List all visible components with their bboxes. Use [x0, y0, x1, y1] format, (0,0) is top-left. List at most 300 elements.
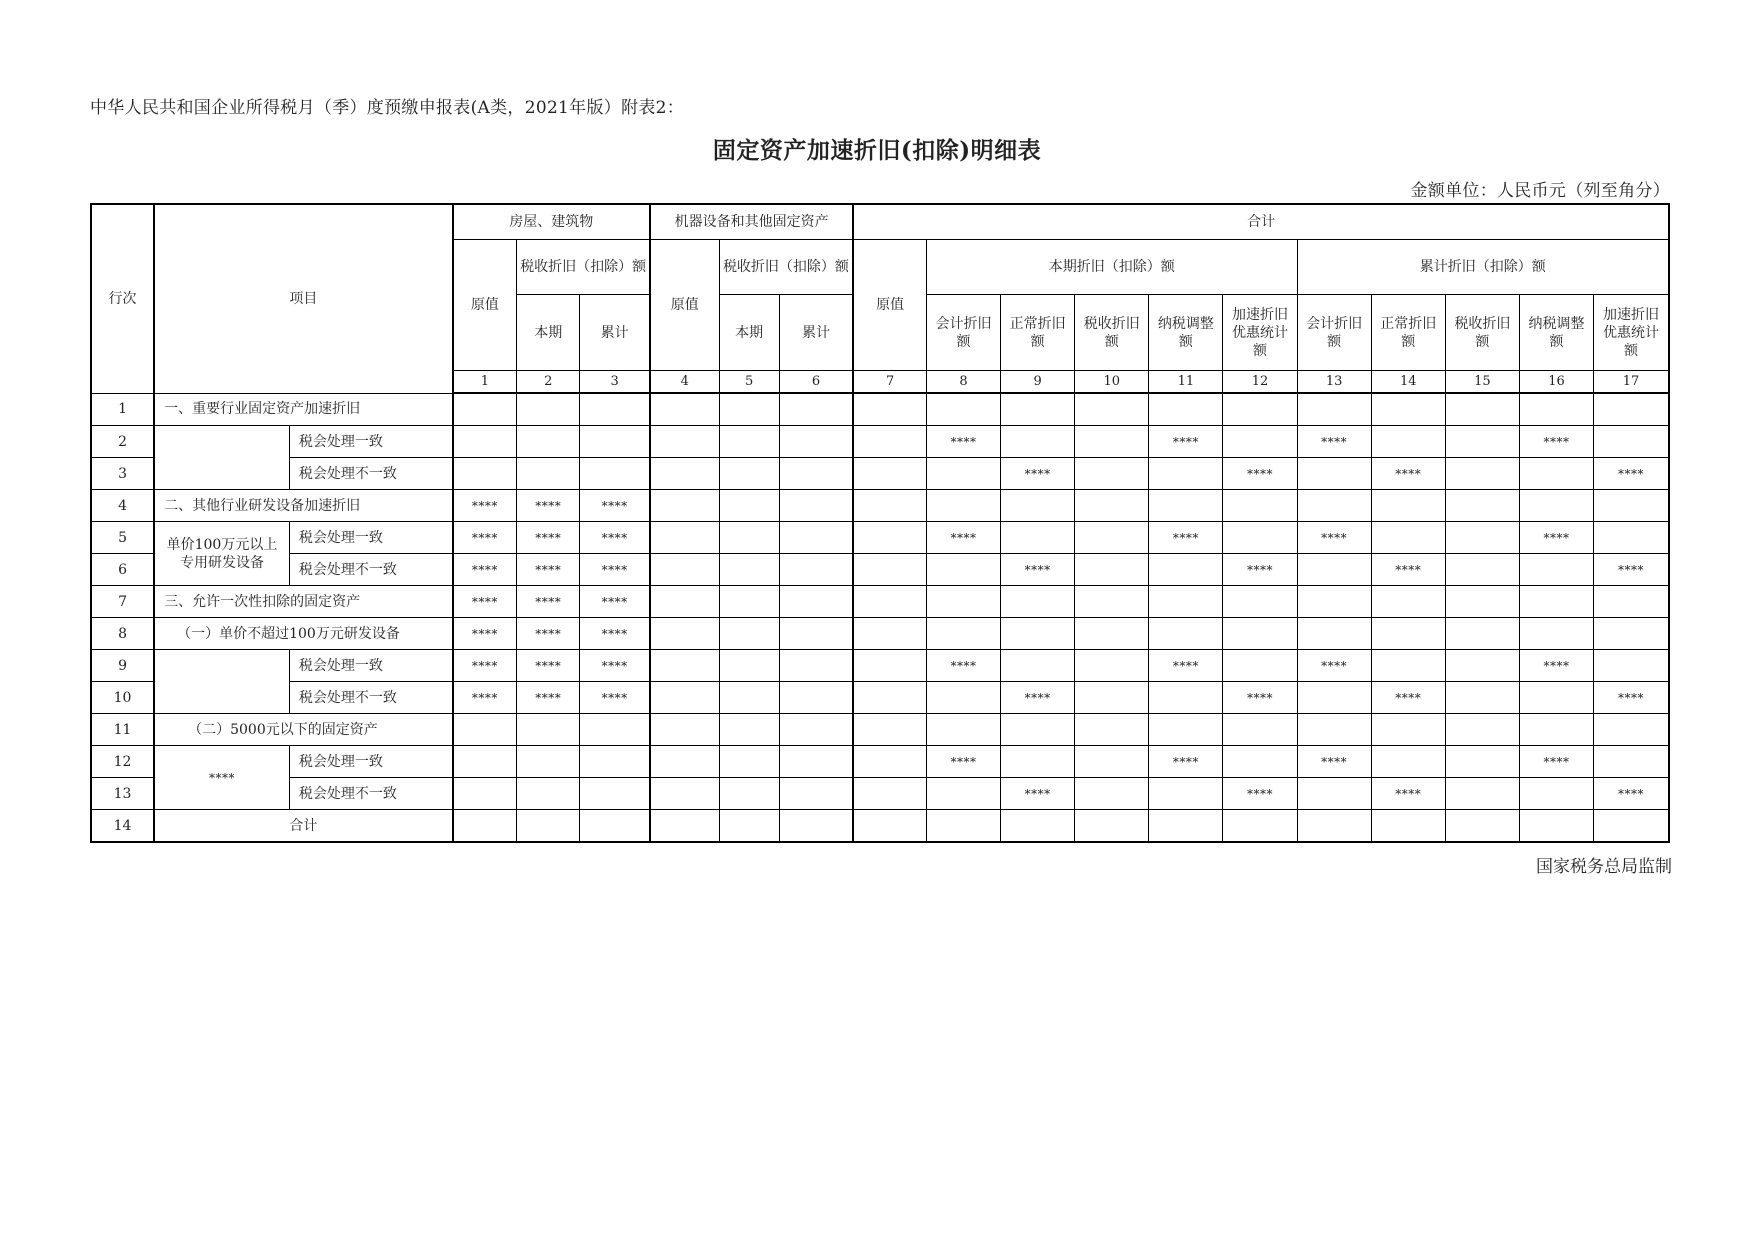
cell-input[interactable] [719, 522, 779, 554]
cell-input[interactable] [1445, 426, 1519, 458]
col-number: 15 [1445, 371, 1519, 394]
cell-input[interactable] [926, 810, 1000, 843]
cell-input[interactable] [926, 393, 1000, 426]
cell-input[interactable] [853, 746, 926, 778]
cell-input[interactable] [1223, 618, 1297, 650]
cell-input[interactable] [719, 650, 779, 682]
header-row-no: 行次 [91, 204, 154, 393]
masked-cell: **** [580, 618, 650, 650]
row-group-empty [154, 650, 289, 714]
cell-input[interactable] [1001, 490, 1075, 522]
header-original-value-4: 原值 [650, 240, 719, 371]
col-number: 5 [719, 371, 779, 394]
cell-input[interactable] [1594, 522, 1669, 554]
cell-input[interactable] [1445, 778, 1519, 810]
cell-input[interactable] [580, 714, 650, 746]
col-number: 13 [1297, 371, 1371, 394]
cell-input[interactable] [719, 586, 779, 618]
header-item: 项目 [154, 204, 453, 393]
cell-input[interactable] [1075, 426, 1149, 458]
table-row [91, 714, 1669, 746]
header-original-value-1: 原值 [453, 240, 517, 371]
masked-cell: **** [517, 586, 580, 618]
cell-input[interactable] [650, 490, 719, 522]
cell-input[interactable] [1371, 650, 1445, 682]
masked-cell: **** [1371, 458, 1445, 490]
table-row [91, 426, 1669, 458]
cell-input[interactable] [853, 490, 926, 522]
row-number: 1 [91, 393, 154, 426]
masked-cell: **** [580, 650, 650, 682]
cell-input[interactable] [1223, 490, 1297, 522]
col-number: 7 [853, 371, 926, 394]
cell-input[interactable] [1371, 522, 1445, 554]
header-cumulative-depr: 累计折旧（扣除）额 [1297, 240, 1669, 295]
cell-input[interactable] [1001, 746, 1075, 778]
cell-input[interactable] [1075, 458, 1149, 490]
cell-input[interactable] [853, 554, 926, 586]
cell-input[interactable] [1149, 810, 1223, 843]
cell-input[interactable] [1001, 618, 1075, 650]
cell-input[interactable] [1519, 778, 1593, 810]
masked-cell: **** [1594, 778, 1669, 810]
cell-input[interactable] [853, 393, 926, 426]
header-total: 合计 [853, 204, 1669, 240]
cell-input[interactable] [650, 650, 719, 682]
header-sub-tax-10: 税收折旧额 [1075, 295, 1149, 371]
cell-input[interactable] [719, 682, 779, 714]
cell-input[interactable] [1297, 458, 1371, 490]
page-title: 固定资产加速折旧(扣除)明细表 [712, 137, 1042, 164]
cell-input[interactable] [1149, 586, 1223, 618]
header-current-depr: 本期折旧（扣除）额 [926, 240, 1297, 295]
row-subitem: 税会处理不一致 [289, 458, 452, 490]
cell-input[interactable] [453, 393, 517, 426]
cell-input[interactable] [650, 778, 719, 810]
header-current-5: 本期 [719, 295, 779, 371]
cell-input[interactable] [1519, 714, 1593, 746]
cell-input[interactable] [1075, 522, 1149, 554]
col-number: 3 [580, 371, 650, 394]
cell-input[interactable] [1371, 810, 1445, 843]
cell-input[interactable] [1594, 746, 1669, 778]
row-subitem: 税会处理不一致 [289, 554, 452, 586]
cell-input[interactable] [1149, 554, 1223, 586]
cell-input[interactable] [1445, 490, 1519, 522]
cell-input[interactable] [453, 778, 517, 810]
cell-input[interactable] [719, 778, 779, 810]
cell-input[interactable] [779, 522, 853, 554]
row-number: 5 [91, 522, 154, 554]
cell-input[interactable] [1075, 650, 1149, 682]
cell-input[interactable] [1223, 426, 1297, 458]
cell-input[interactable] [1445, 458, 1519, 490]
row-subitem: 税会处理一致 [289, 746, 452, 778]
masked-cell: **** [1001, 682, 1075, 714]
row-item: 三、允许一次性扣除的固定资产 [154, 586, 453, 618]
masked-cell: **** [1297, 746, 1371, 778]
cell-input[interactable] [853, 426, 926, 458]
row-subitem: 税会处理一致 [289, 522, 452, 554]
cell-input[interactable] [779, 393, 853, 426]
cell-input[interactable] [517, 778, 580, 810]
cell-input[interactable] [650, 393, 719, 426]
cell-input[interactable] [1445, 618, 1519, 650]
masked-cell: **** [1223, 778, 1297, 810]
cell-input[interactable] [1519, 618, 1593, 650]
cell-input[interactable] [719, 393, 779, 426]
cell-input[interactable] [1297, 778, 1371, 810]
cell-input[interactable] [719, 554, 779, 586]
cell-input[interactable] [1001, 650, 1075, 682]
cell-input[interactable] [1223, 522, 1297, 554]
cell-input[interactable] [1594, 586, 1669, 618]
cell-input[interactable] [926, 682, 1000, 714]
col-number: 11 [1149, 371, 1223, 394]
header-sub-normal-14: 正常折旧额 [1371, 295, 1445, 371]
cell-input[interactable] [1371, 714, 1445, 746]
cell-input[interactable] [1297, 714, 1371, 746]
col-number: 4 [650, 371, 719, 394]
row-subitem: 税会处理一致 [289, 426, 452, 458]
col-number: 17 [1594, 371, 1669, 394]
masked-cell: **** [1519, 746, 1593, 778]
cell-input[interactable] [580, 746, 650, 778]
cell-input[interactable] [1445, 810, 1519, 843]
cell-input[interactable] [1445, 393, 1519, 426]
cell-input[interactable] [1594, 393, 1669, 426]
masked-cell: **** [453, 554, 517, 586]
cell-input[interactable] [517, 810, 580, 843]
cell-input[interactable] [1075, 618, 1149, 650]
cell-input[interactable] [453, 810, 517, 843]
cell-input[interactable] [719, 426, 779, 458]
cell-input[interactable] [650, 810, 719, 843]
cell-input[interactable] [853, 650, 926, 682]
row-number: 4 [91, 490, 154, 522]
cell-input[interactable] [926, 586, 1000, 618]
cell-input[interactable] [1594, 650, 1669, 682]
table-row [91, 490, 1669, 522]
depreciation-table [90, 203, 1670, 843]
table-row [91, 650, 1669, 682]
cell-input[interactable] [1519, 458, 1593, 490]
col-number: 10 [1075, 371, 1149, 394]
cell-input[interactable] [1001, 586, 1075, 618]
cell-input[interactable] [1223, 586, 1297, 618]
masked-cell: **** [453, 618, 517, 650]
row-number: 13 [91, 778, 154, 810]
footer-supervisor: 国家税务总局监制 [1536, 857, 1672, 877]
cell-input[interactable] [1519, 554, 1593, 586]
cell-input[interactable] [517, 714, 580, 746]
masked-cell: **** [926, 426, 1000, 458]
cell-input[interactable] [1519, 810, 1593, 843]
cell-input[interactable] [1149, 714, 1223, 746]
cell-input[interactable] [1297, 682, 1371, 714]
cell-input[interactable] [779, 586, 853, 618]
row-item-total: 合计 [154, 810, 453, 843]
cell-input[interactable] [719, 490, 779, 522]
row-group-label: 单价100万元以上专用研发设备 [154, 522, 289, 586]
cell-input[interactable] [650, 458, 719, 490]
cell-input[interactable] [779, 554, 853, 586]
cell-input[interactable] [517, 426, 580, 458]
masked-cell: **** [580, 554, 650, 586]
cell-input[interactable] [580, 810, 650, 843]
cell-input[interactable] [853, 714, 926, 746]
cell-input[interactable] [1371, 586, 1445, 618]
col-number: 9 [1001, 371, 1075, 394]
cell-input[interactable] [580, 393, 650, 426]
row-number: 7 [91, 586, 154, 618]
cell-input[interactable] [650, 714, 719, 746]
cell-input[interactable] [1149, 618, 1223, 650]
row-number: 6 [91, 554, 154, 586]
masked-cell: **** [580, 522, 650, 554]
cell-input[interactable] [1445, 682, 1519, 714]
row-subitem: 税会处理不一致 [289, 682, 452, 714]
cell-input[interactable] [453, 714, 517, 746]
cell-input[interactable] [853, 458, 926, 490]
header-tax-depr-4: 税收折旧（扣除）额 [719, 240, 853, 295]
cell-input[interactable] [1297, 393, 1371, 426]
row-subitem: 税会处理不一致 [289, 778, 452, 810]
cell-input[interactable] [453, 458, 517, 490]
cell-input[interactable] [719, 810, 779, 843]
header-cumulative-6: 累计 [779, 295, 853, 371]
cell-input[interactable] [779, 746, 853, 778]
cell-input[interactable] [1075, 393, 1149, 426]
masked-cell: **** [926, 650, 1000, 682]
cell-input[interactable] [1371, 746, 1445, 778]
cell-input[interactable] [779, 458, 853, 490]
cell-input[interactable] [779, 426, 853, 458]
cell-input[interactable] [926, 490, 1000, 522]
header-tax-depr-1: 税收折旧（扣除）额 [517, 240, 650, 295]
col-number: 6 [779, 371, 853, 394]
table-row [91, 810, 1669, 843]
header-sub-adjust-11: 纳税调整额 [1149, 295, 1223, 371]
cell-input[interactable] [650, 682, 719, 714]
masked-cell: **** [1371, 682, 1445, 714]
row-number: 12 [91, 746, 154, 778]
row-subitem: 税会处理一致 [289, 650, 452, 682]
masked-cell: **** [1594, 458, 1669, 490]
cell-input[interactable] [1149, 393, 1223, 426]
cell-input[interactable] [779, 714, 853, 746]
header-machinery: 机器设备和其他固定资产 [650, 204, 853, 240]
cell-input[interactable] [1223, 810, 1297, 843]
cell-input[interactable] [1075, 554, 1149, 586]
header-sub-accounting-8: 会计折旧额 [926, 295, 1000, 371]
cell-input[interactable] [517, 393, 580, 426]
cell-input[interactable] [1371, 426, 1445, 458]
form-header: 中华人民共和国企业所得税月（季）度预缴申报表(A类，2021年版）附表2： [90, 98, 685, 118]
cell-input[interactable] [853, 586, 926, 618]
table-row [91, 393, 1669, 426]
cell-input[interactable] [517, 458, 580, 490]
cell-input[interactable] [1445, 522, 1519, 554]
cell-input[interactable] [1001, 393, 1075, 426]
cell-input[interactable] [1519, 586, 1593, 618]
cell-input[interactable] [1297, 618, 1371, 650]
cell-input[interactable] [1371, 490, 1445, 522]
header-sub-accel-12: 加速折旧优惠统计额 [1223, 295, 1297, 371]
cell-input[interactable] [1445, 746, 1519, 778]
masked-cell: **** [580, 490, 650, 522]
row-item: 一、重要行业固定资产加速折旧 [154, 393, 453, 426]
masked-cell: **** [1001, 554, 1075, 586]
cell-input[interactable] [1223, 714, 1297, 746]
table-row [91, 746, 1669, 778]
cell-input[interactable] [1594, 714, 1669, 746]
masked-cell: **** [1297, 650, 1371, 682]
cell-input[interactable] [1519, 490, 1593, 522]
masked-cell: **** [1297, 522, 1371, 554]
col-number: 1 [453, 371, 517, 394]
cell-input[interactable] [1371, 393, 1445, 426]
cell-input[interactable] [650, 522, 719, 554]
cell-input[interactable] [719, 714, 779, 746]
cell-input[interactable] [1149, 682, 1223, 714]
cell-input[interactable] [779, 650, 853, 682]
cell-input[interactable] [453, 746, 517, 778]
cell-input[interactable] [1519, 393, 1593, 426]
cell-input[interactable] [779, 682, 853, 714]
row-number: 3 [91, 458, 154, 490]
header-original-value-7: 原值 [853, 240, 926, 371]
row-number: 8 [91, 618, 154, 650]
cell-input[interactable] [1075, 746, 1149, 778]
cell-input[interactable] [453, 426, 517, 458]
masked-cell: **** [517, 650, 580, 682]
cell-input[interactable] [650, 426, 719, 458]
cell-input[interactable] [1075, 714, 1149, 746]
cell-input[interactable] [1445, 586, 1519, 618]
masked-cell: **** [1223, 682, 1297, 714]
cell-input[interactable] [926, 554, 1000, 586]
cell-input[interactable] [1001, 522, 1075, 554]
cell-input[interactable] [1297, 810, 1371, 843]
cell-input[interactable] [650, 618, 719, 650]
cell-input[interactable] [1075, 586, 1149, 618]
cell-input[interactable] [926, 618, 1000, 650]
cell-input[interactable] [517, 746, 580, 778]
cell-input[interactable] [1371, 618, 1445, 650]
masked-cell: **** [926, 522, 1000, 554]
cell-input[interactable] [779, 490, 853, 522]
table-row [91, 458, 1669, 490]
col-number: 8 [926, 371, 1000, 394]
row-group-empty [154, 426, 289, 490]
cell-input[interactable] [853, 778, 926, 810]
cell-input[interactable] [853, 618, 926, 650]
masked-cell: **** [453, 682, 517, 714]
masked-cell: **** [453, 522, 517, 554]
cell-input[interactable] [1445, 714, 1519, 746]
cell-input[interactable] [1149, 458, 1223, 490]
cell-input[interactable] [1223, 393, 1297, 426]
cell-input[interactable] [779, 618, 853, 650]
cell-input[interactable] [580, 458, 650, 490]
masked-cell: **** [1371, 554, 1445, 586]
amount-unit: 金额单位：人民币元（列至角分） [1410, 181, 1670, 201]
header-sub-tax-15: 税收折旧额 [1445, 295, 1519, 371]
cell-input[interactable] [1594, 426, 1669, 458]
cell-input[interactable] [1149, 490, 1223, 522]
masked-cell: **** [1519, 650, 1593, 682]
cell-input[interactable] [926, 714, 1000, 746]
cell-input[interactable] [1001, 714, 1075, 746]
masked-cell: **** [1519, 426, 1593, 458]
cell-input[interactable] [580, 778, 650, 810]
cell-input[interactable] [1149, 778, 1223, 810]
cell-input[interactable] [779, 810, 853, 843]
table-row [91, 554, 1669, 586]
cell-input[interactable] [1001, 426, 1075, 458]
cell-input[interactable] [1075, 490, 1149, 522]
col-number: 2 [517, 371, 580, 394]
cell-input[interactable] [1075, 810, 1149, 843]
table-row [91, 586, 1669, 618]
cell-input[interactable] [1519, 682, 1593, 714]
table-row [91, 682, 1669, 714]
cell-input[interactable] [1297, 554, 1371, 586]
cell-input[interactable] [926, 778, 1000, 810]
cell-input[interactable] [1297, 586, 1371, 618]
masked-cell: **** [453, 650, 517, 682]
cell-input[interactable] [1001, 810, 1075, 843]
header-cumulative-3: 累计 [580, 295, 650, 371]
masked-cell: **** [1371, 778, 1445, 810]
cell-input[interactable] [926, 458, 1000, 490]
cell-input[interactable] [1223, 650, 1297, 682]
cell-input[interactable] [650, 554, 719, 586]
cell-input[interactable] [650, 746, 719, 778]
cell-input[interactable] [719, 618, 779, 650]
cell-input[interactable] [719, 458, 779, 490]
cell-input[interactable] [1075, 778, 1149, 810]
header-sub-adjust-16: 纳税调整额 [1519, 295, 1593, 371]
cell-input[interactable] [1223, 746, 1297, 778]
cell-input[interactable] [1594, 490, 1669, 522]
masked-cell: **** [926, 746, 1000, 778]
cell-input[interactable] [719, 746, 779, 778]
cell-input[interactable] [1297, 490, 1371, 522]
masked-cell: **** [1594, 554, 1669, 586]
masked-cell: **** [580, 682, 650, 714]
cell-input[interactable] [580, 426, 650, 458]
row-number: 11 [91, 714, 154, 746]
table-row [91, 778, 1669, 810]
masked-cell: **** [1223, 554, 1297, 586]
cell-input[interactable] [1594, 810, 1669, 843]
cell-input[interactable] [650, 586, 719, 618]
cell-input[interactable] [1445, 554, 1519, 586]
cell-input[interactable] [853, 522, 926, 554]
cell-input[interactable] [1594, 618, 1669, 650]
cell-input[interactable] [853, 810, 926, 843]
table-row [91, 522, 1669, 554]
masked-cell: **** [517, 554, 580, 586]
cell-input[interactable] [1445, 650, 1519, 682]
masked-cell: **** [453, 586, 517, 618]
cell-input[interactable] [1075, 682, 1149, 714]
cell-input[interactable] [779, 778, 853, 810]
cell-input[interactable] [853, 682, 926, 714]
masked-cell: **** [1001, 458, 1075, 490]
